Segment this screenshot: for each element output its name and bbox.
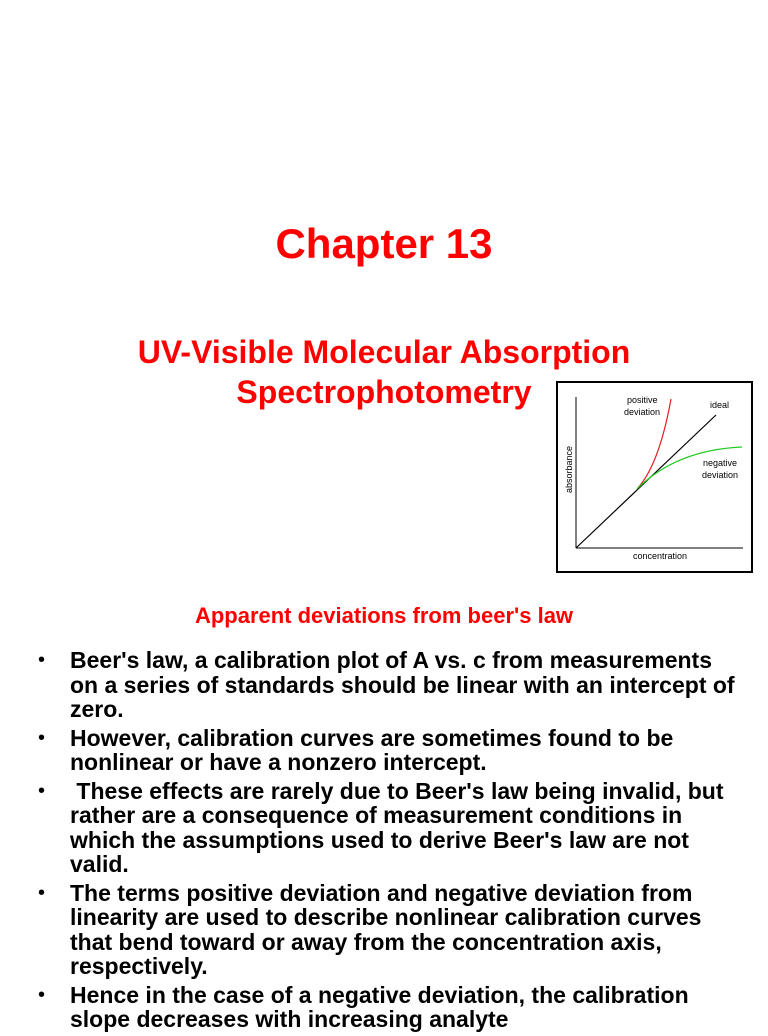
label-ideal: ideal [710,400,730,410]
x-axis-label: concentration [633,551,688,561]
bullet-text: These effects are rarely due to Beer's law being invalid, but rather are a consequence of measurement conditions in which the assumptions used to derive Beer's law are not valid. [70,777,730,877]
bullet-item [38,648,738,722]
bullet-item [38,983,738,1032]
bullet-text: Beer's law, a calibration plot of A vs. c from measurements on a series of standards should be linear with an intercept of zero. [70,647,735,722]
y-axis-label: absorbance [564,445,574,493]
deviation-plot [558,383,751,571]
beers-law-deviation-figure [556,381,753,573]
section-heading: Apparent deviations from beer's law [194,603,574,628]
bullet-item [38,726,738,775]
subtitle-line-2: Spectrophotometry [236,374,532,410]
bullet-marker: • [38,983,46,1006]
negative-deviation-curve [637,447,742,489]
bullet-list [38,648,738,1036]
bullet-text: However, calibration curves are sometimes found to be nonlinear or have a nonzero intercept. [70,724,674,775]
subtitle-line-1: UV-Visible Molecular Absorption [137,334,631,370]
label-negative-line1: negative [703,458,738,468]
bullet-item [38,881,738,979]
bullet-text: The terms positive deviation and negative deviation from linearity are used to describe nonlinear calibration curves that bend toward or away from the concentration axis, respectively. [70,879,702,979]
bullet-marker: • [38,726,46,749]
label-positive-line1: positive [627,395,658,405]
bullet-marker: • [38,881,46,904]
label-positive-line2: deviation [624,407,661,417]
bullet-marker: • [38,779,46,802]
label-negative-line2: deviation [702,470,739,480]
bullet-item [38,779,738,877]
bullet-marker: • [38,649,46,671]
bullet-text: Hence in the case of a negative deviation, the calibration slope decreases with increasing analyte [70,981,689,1032]
chapter-title: Chapter 13 [275,220,493,267]
